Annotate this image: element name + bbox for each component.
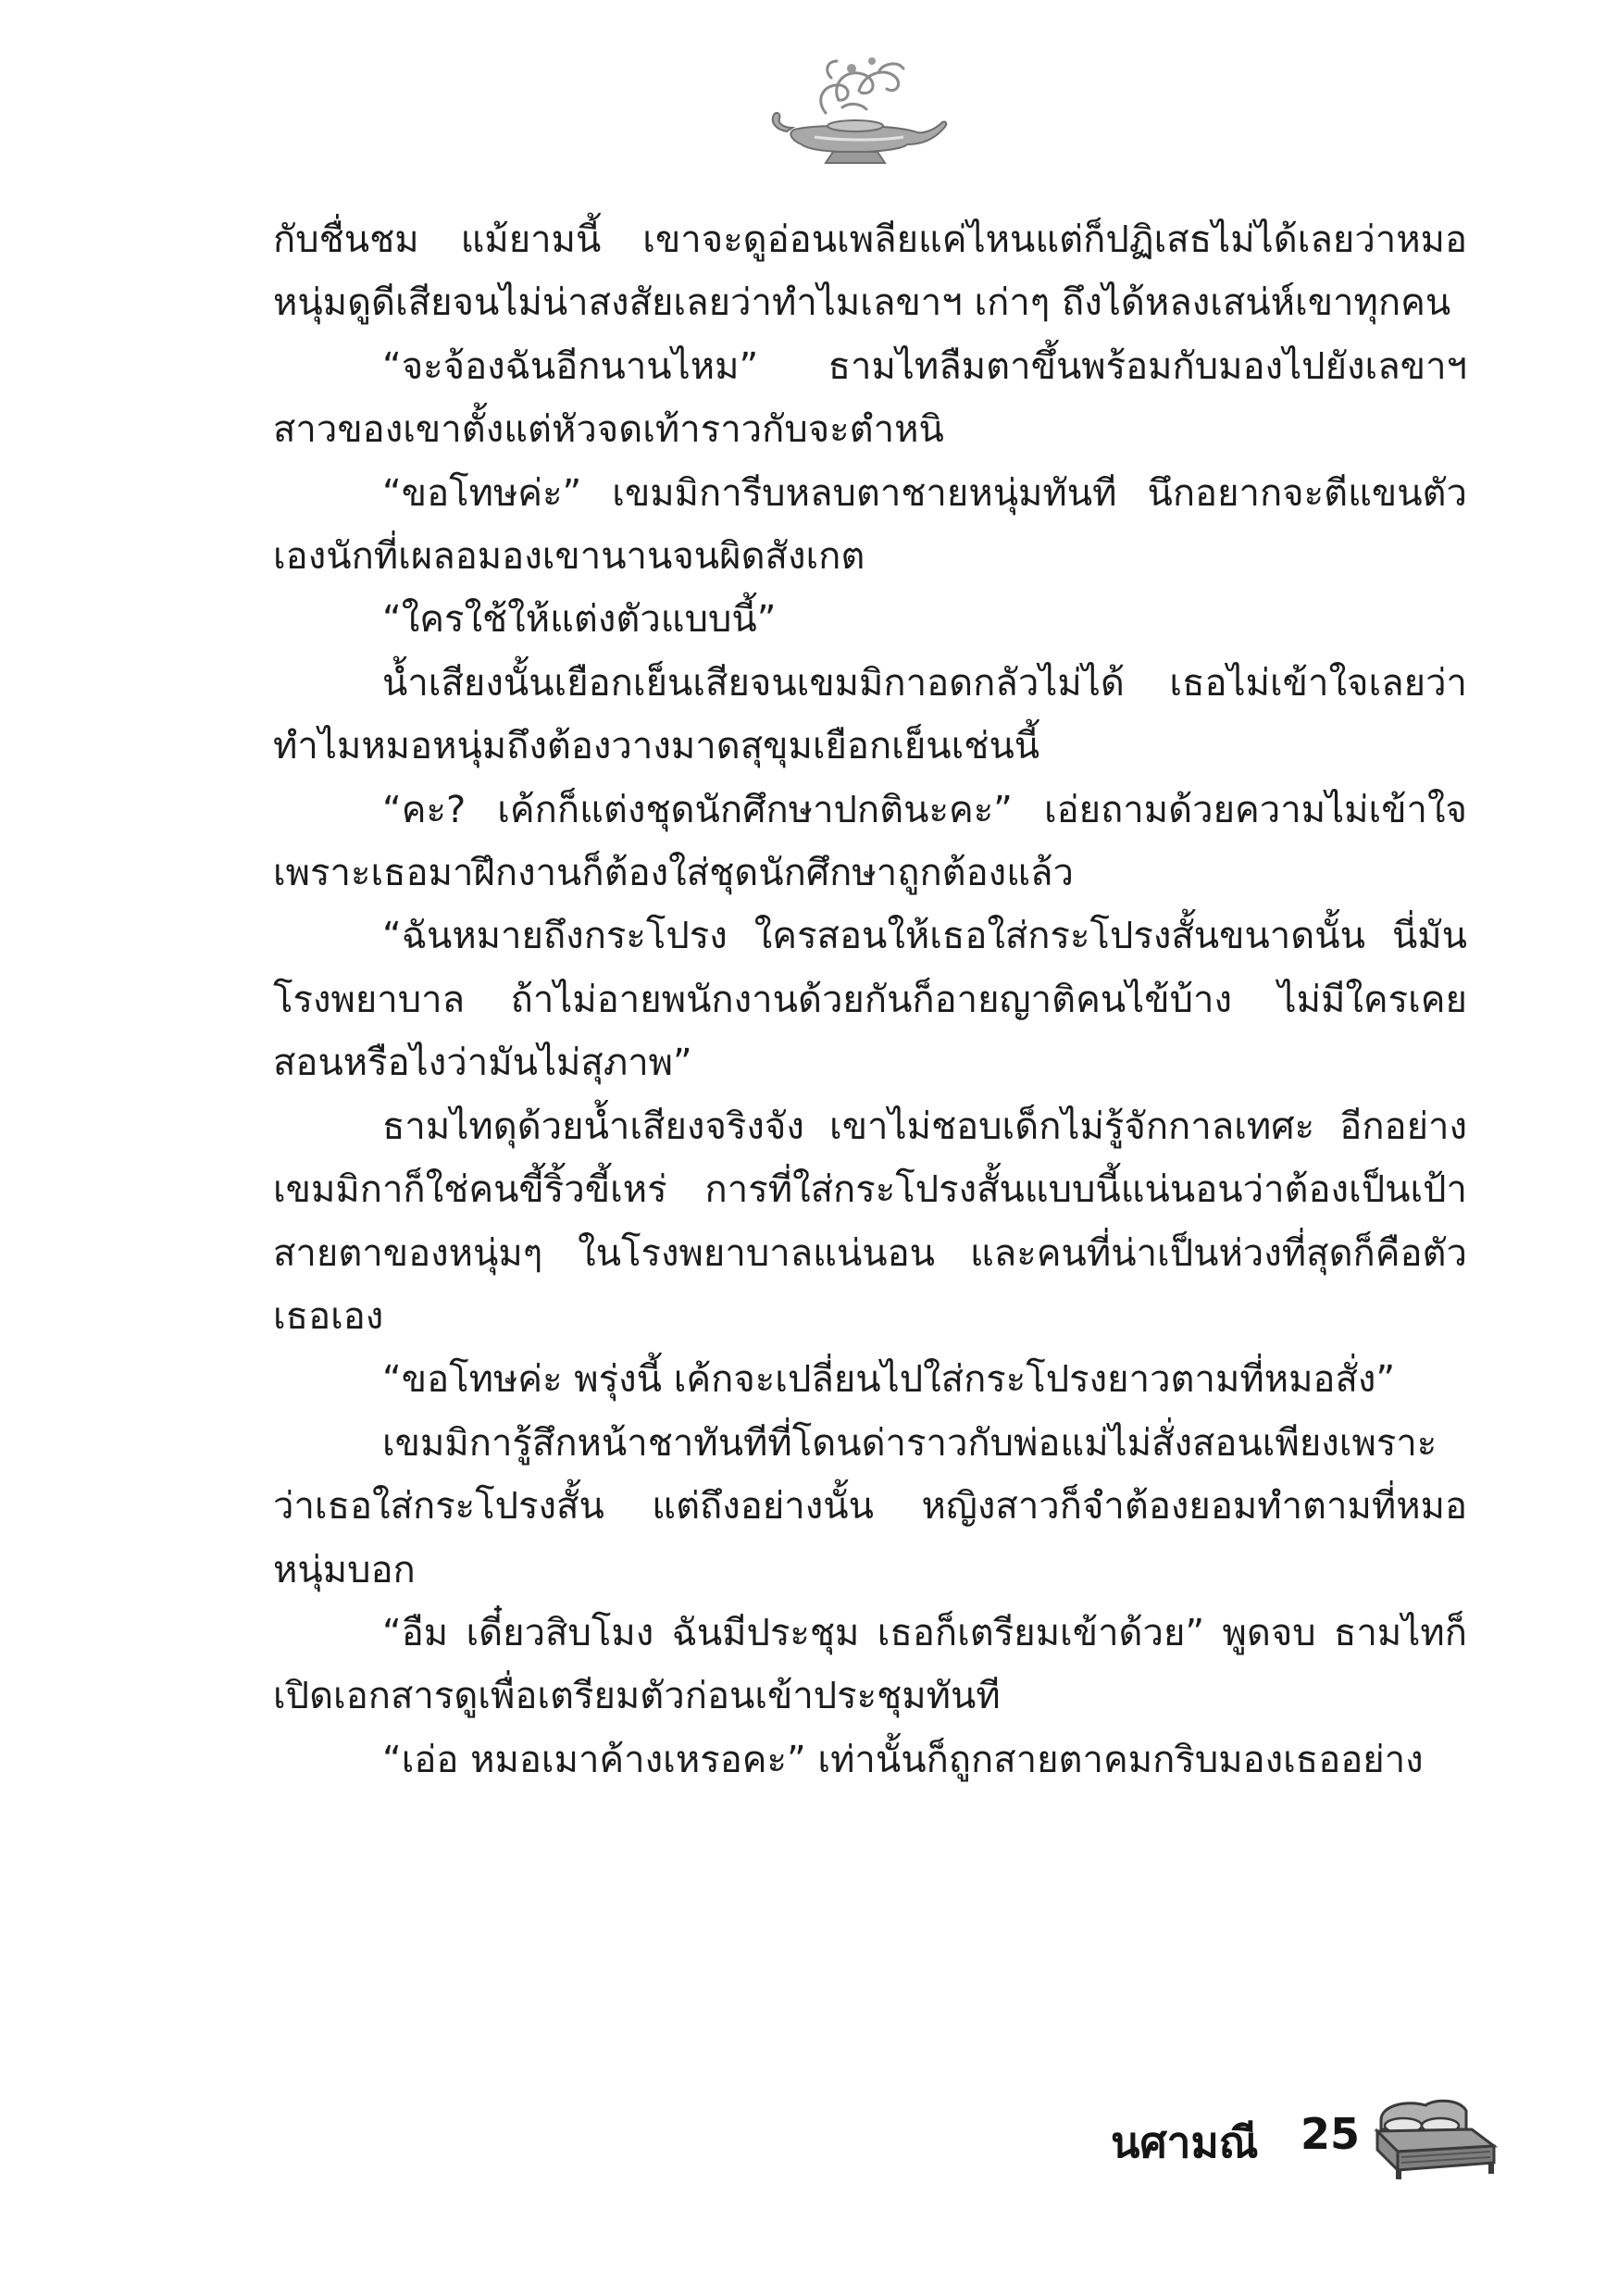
body-text — [273, 208, 1467, 1791]
book-title: นศามณี — [1111, 2117, 1259, 2167]
page-footer — [1064, 2092, 1500, 2194]
page-number: 25 — [1301, 2109, 1361, 2159]
bed-icon — [1370, 2092, 1500, 2185]
paragraph-12: “เอ่อ หมอเมาค้างเหรอคะ” เท่านั้นก็ถูกสายตาคมกริบมองเธออย่าง — [382, 1738, 1424, 1781]
paragraph-11: “อืม เดี๋ยวสิบโมง ฉันมีประชุม เธอก็เตรียมเข้าด้วย” พูดจบ ธามไทก็เปิดเอกสารดูเพื่อเตรียมตัวก่อนเข้าประชุมทันที — [273, 1611, 1467, 1718]
paragraph-8: ธามไทดุด้วยน้ำเสียงจริงจัง เขาไม่ชอบเด็กไม่รู้จักกาลเทศะ อีกอย่างเขมมิกาก็ใช่คนขี้ริ้วขี้เหร่ การที่ใส่กระโปรงสั้นแบบนี้แน่นอนว่าต้องเป็นเป้าสายตาของหนุ่มๆ ในโรงพยาบาลแน่นอน และคนที่น่าเป็นห่วงที่สุดก็คือตัวเธอเอง — [273, 1104, 1467, 1338]
paragraph-6: “คะ? เค้กก็แต่งชุดนักศึกษาปกตินะคะ” เอ่ยถามด้วยความไม่เข้าใจเพราะเธอมาฝึกงานก็ต้องใส่ชุดนักศึกษาถูกต้องแล้ว — [273, 788, 1467, 895]
paragraph-9: “ขอโทษค่ะ พรุ่งนี้ เค้กจะเปลี่ยนไปใส่กระโปรงยาวตามที่หมอสั่ง” — [382, 1358, 1396, 1402]
paragraph-10: เขมมิการู้สึกหน้าชาทันทีที่โดนด่าราวกับพ่อแม่ไม่สั่งสอนเพียงเพราะว่าเธอใส่กระโปรงสั้น แต่ถึงอย่างนั้น หญิงสาวก็จำต้องยอมทำตามที่หมอหนุ่มบอก — [273, 1421, 1467, 1591]
paragraph-2: “จะจ้องฉันอีกนานไหม” ธามไทลืมตาขึ้นพร้อมกับมองไปยังเลขาฯ สาวของเขาตั้งแต่หัวจดเท้าราวกับจะตำหนิ — [273, 344, 1467, 452]
paragraph-3: “ขอโทษค่ะ” เขมมิการีบหลบตาชายหนุ่มทันที นึกอยากจะตีแขนตัวเองนักที่เผลอมองเขานานจนผิดสังเกต — [273, 471, 1467, 579]
genie-lamp-icon — [759, 48, 953, 168]
paragraph-7: “ฉันหมายถึงกระโปรง ใครสอนให้เธอใส่กระโปรงสั้นขนาดนั้น นี่มันโรงพยาบาล ถ้าไม่อายพนักงานด้วยกันก็อายญาติคนไข้บ้าง ไม่มีใครเคยสอนหรือไงว่ามันไม่สุภาพ” — [273, 915, 1467, 1085]
paragraph-1: กับชื่นชม แม้ยามนี้ เขาจะดูอ่อนเพลียแค่ไหนแต่ก็ปฏิเสธไม่ได้เลยว่าหมอหนุ่มดูดีเสียจนไม่น่าสงสัยเลยว่าทำไมเลขาฯ เก่าๆ ถึงได้หลงเสน่ห์เขาทุกคน — [273, 218, 1467, 325]
paragraph-4: “ใครใช้ให้แต่งตัวแบบนี้” — [382, 598, 777, 642]
paragraph-5: น้ำเสียงนั้นเยือกเย็นเสียจนเขมมิกาอดกลัวไม่ได้ เธอไม่เข้าใจเลยว่าทำไมหมอหนุ่มถึงต้องวางมาดสุขุมเยือกเย็นเช่นนี้ — [273, 661, 1467, 768]
